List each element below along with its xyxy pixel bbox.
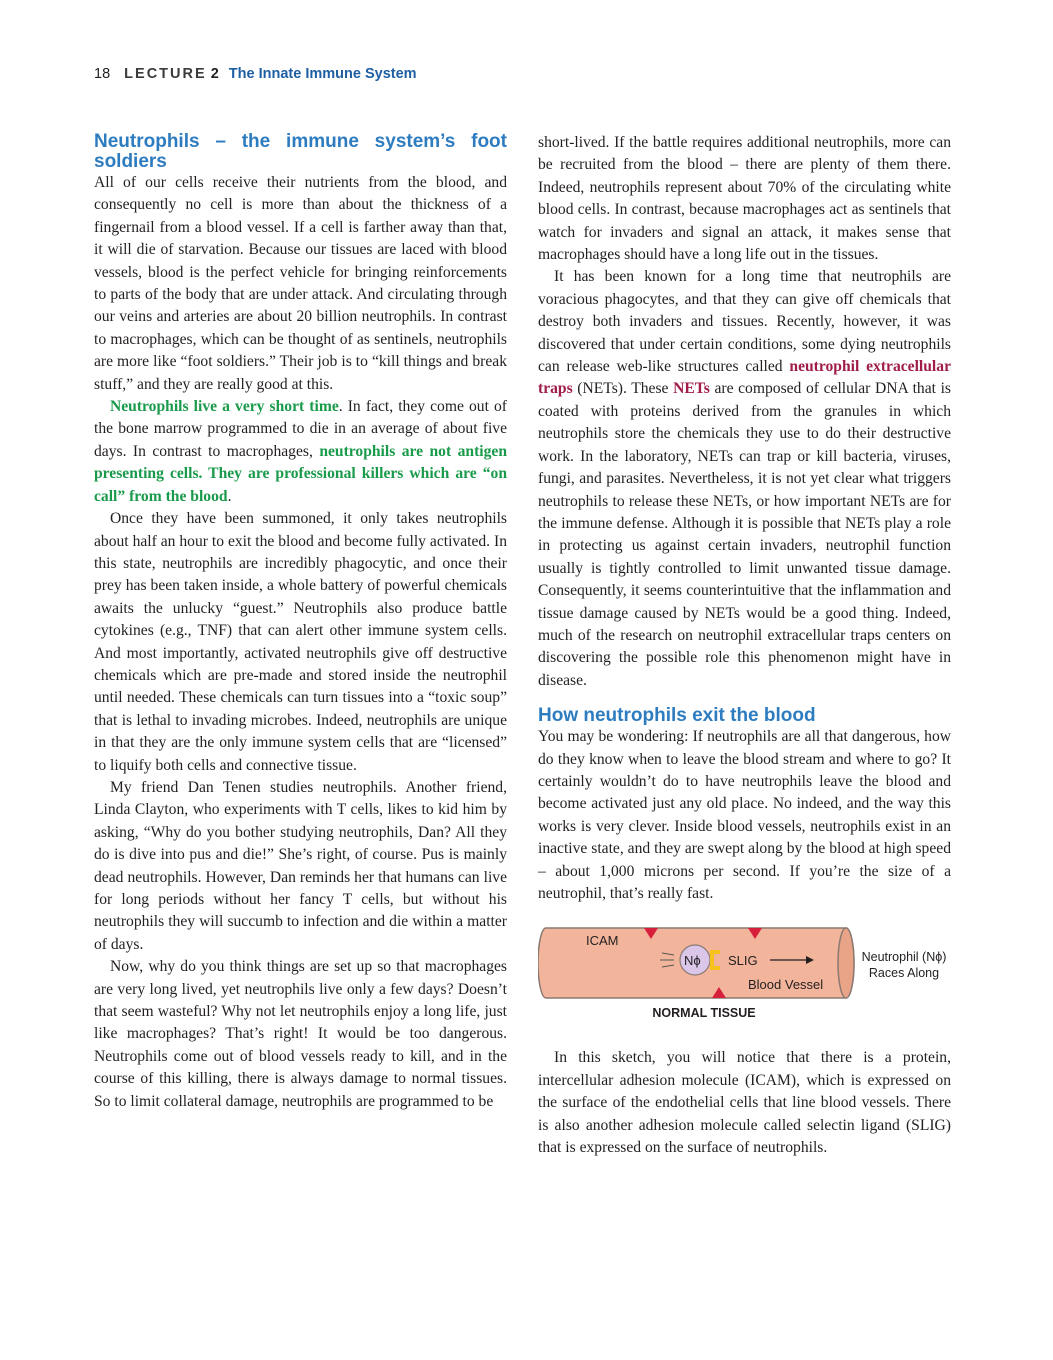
vessel-end-cap	[838, 928, 854, 998]
highlight-text: neutrophils are not antigen presenting cells. They are professional killers which are “on call” from the blood	[94, 442, 507, 505]
vessel-label: Blood Vessel	[748, 977, 824, 993]
left-column	[94, 132, 507, 1113]
paragraph	[94, 396, 507, 508]
paragraph-text: .	[227, 487, 232, 505]
blood-vessel-diagram	[538, 925, 951, 1031]
paragraph: short-lived. If the battle requires additional neutrophils, more can be recruited from the blood – there are plenty of them there. Indeed, neutrophils represent about 70% of the circulating white blood cells. In contrast, because macrophages act as sentinels that watch for invaders and signal an attack, it makes sense that macrophages should have a long life out in the tissues.	[538, 134, 951, 264]
neutrophil-label: Nϕ	[684, 953, 701, 969]
paragraph-text: (NETs). These	[572, 380, 674, 398]
section-heading-exit-blood: How neutrophils exit the blood	[538, 705, 816, 727]
paragraph: All of our cells receive their nutrients from the blood, and consequently no cell is more than about the thickness of a fingernail from a blood vessel. If a cell is farther away than that, it will die of starvation. Because our tissues are laced with blood vessels, blood is the perfect vehicle for bringing reinforcements to parts of the body that are under attack. And circulating through our veins and arteries are about 20 billion neutrophils. In contrast to macrophages, which can be thought of as sentinels, neutrophils are more like “foot soldiers.” Their job is to “kill things and break stuff,” and they are really good at this.	[94, 174, 507, 393]
figure-caption: NORMAL TISSUE	[652, 1006, 756, 1021]
page-number: 18	[94, 66, 111, 82]
paragraph: You may be wondering: If neutrophils are all that dangerous, how do they know when to leave the blood stream and where to go? It certainly wouldn’t do to have neutrophils leave the blood and become activated just any old place. No indeed, and the way this works is very clever. Inside blood vessels, neutrophils exist in an inactive state, and they are swept along by the blood at high speed – about 1,000 microns per second. If you’re the size of a neutrophil, that’s really fast.	[538, 728, 951, 902]
side-label-line1: Neutrophil (Nϕ)	[861, 950, 947, 965]
side-label-line2: Races Along	[868, 966, 940, 981]
highlight-term: NETs	[673, 380, 710, 398]
lecture-number: 2	[210, 66, 219, 82]
paragraph-text: . In fact, they come out of the bone marrow programmed to die in an average of about five days. In contrast to macrophages,	[94, 398, 508, 460]
icam-label: ICAM	[586, 933, 619, 949]
paragraph: In this sketch, you will notice that there is a protein, intercellular adhesion molecule (ICAM), which is expressed on the surface of the endothelial cells that line blood vessels. There is also another adhesion molecule called selectin ligand (SLIG) that is expressed on the surface of neutrophils.	[538, 1049, 951, 1157]
chapter-title: The Innate Immune System	[228, 66, 417, 82]
figure-normal-tissue	[538, 925, 951, 1031]
right-column	[538, 132, 951, 1159]
paragraph: Now, why do you think things are set up so that macrophages are very long lived, yet neutrophils live only a few days? Doesn’t that seem wasteful? Why not let neutrophils enjoy a long life, just like macrophages? That’s right! It would be too dangerous. Neutrophils come out of blood vessels ready to kill, and in the course of this killing, there is always damage to normal tissues. So to limit collateral damage, neutrophils are programmed to be	[94, 958, 507, 1110]
paragraph	[538, 266, 951, 692]
paragraph-text: It has been known for a long time that neutrophils are voracious phagocytes, and that they can give off chemicals that destroy both invaders and tissues. Recently, however, it was discovered that under certain conditions, some dying neutrophils can release web-like structures called	[538, 268, 951, 376]
paragraph: Once they have been summoned, it only takes neutrophils about half an hour to exit the blood and become fully activated. In this state, neutrophils are incredibly phagocytic, and once their prey has been taken inside, a whole battery of powerful chemicals awaits the unlucky “guest.” Neutrophils also produce battle cytokines (e.g., TNF) that can alert other immune system cells. And most importantly, activated neutrophils give off destructive chemicals which are pre-made and stored inside the neutrophil until needed. These chemicals can turn tissues into a “toxic soup” that is lethal to invading microbes. Indeed, neutrophils are unique in that they are the only immune system cells that are “licensed” to liquify both cells and connective tissue.	[94, 510, 507, 774]
paragraph-text: are composed of cellular DNA that is coated with proteins derived from the granules in which neutrophils store the chemicals they use to do their destructive work. In the laboratory, NETs can trap or kill bacteria, viruses, fungi, and parasites. Nevertheless, it is not yet clear what triggers neutrophils to release these NETs, or how important NETs are for the immune defense. Although it is possible that NETs play a role in protecting us against certain invaders, neutrophil function usually is tightly controlled to limit unwanted tissue damage. Consequently, it seems counterintuitive that the inflammation and tissue damage caused by NETs would be a good thing. Indeed, much of the research on neutrophil extracellular traps centers on discovering the possible role this phenomenon might have in disease.	[538, 380, 951, 689]
section-heading-neutrophils: Neutrophils – the immune system’s foot soldiers	[94, 131, 507, 172]
highlight-text: Neutrophils live a very short time	[110, 398, 339, 416]
highlight-term: neutrophil extracellular traps	[538, 358, 951, 398]
slig-label: SLIG	[728, 953, 758, 969]
lecture-label: LECTURE	[124, 66, 207, 82]
paragraph: My friend Dan Tenen studies neutrophils. Another friend, Linda Clayton, who experiments with T cells, likes to kid him by asking, “Why do you bother studying neutrophils, Dan? All they do is dive into pus and die!” She’s right, of course. Pus is mainly dead neutrophils. However, Dan reminds her that humans can live for long periods without her fancy T cells, but without his neutrophils they will succumb to infection and die within a matter of days.	[94, 778, 507, 953]
running-header	[94, 64, 417, 84]
